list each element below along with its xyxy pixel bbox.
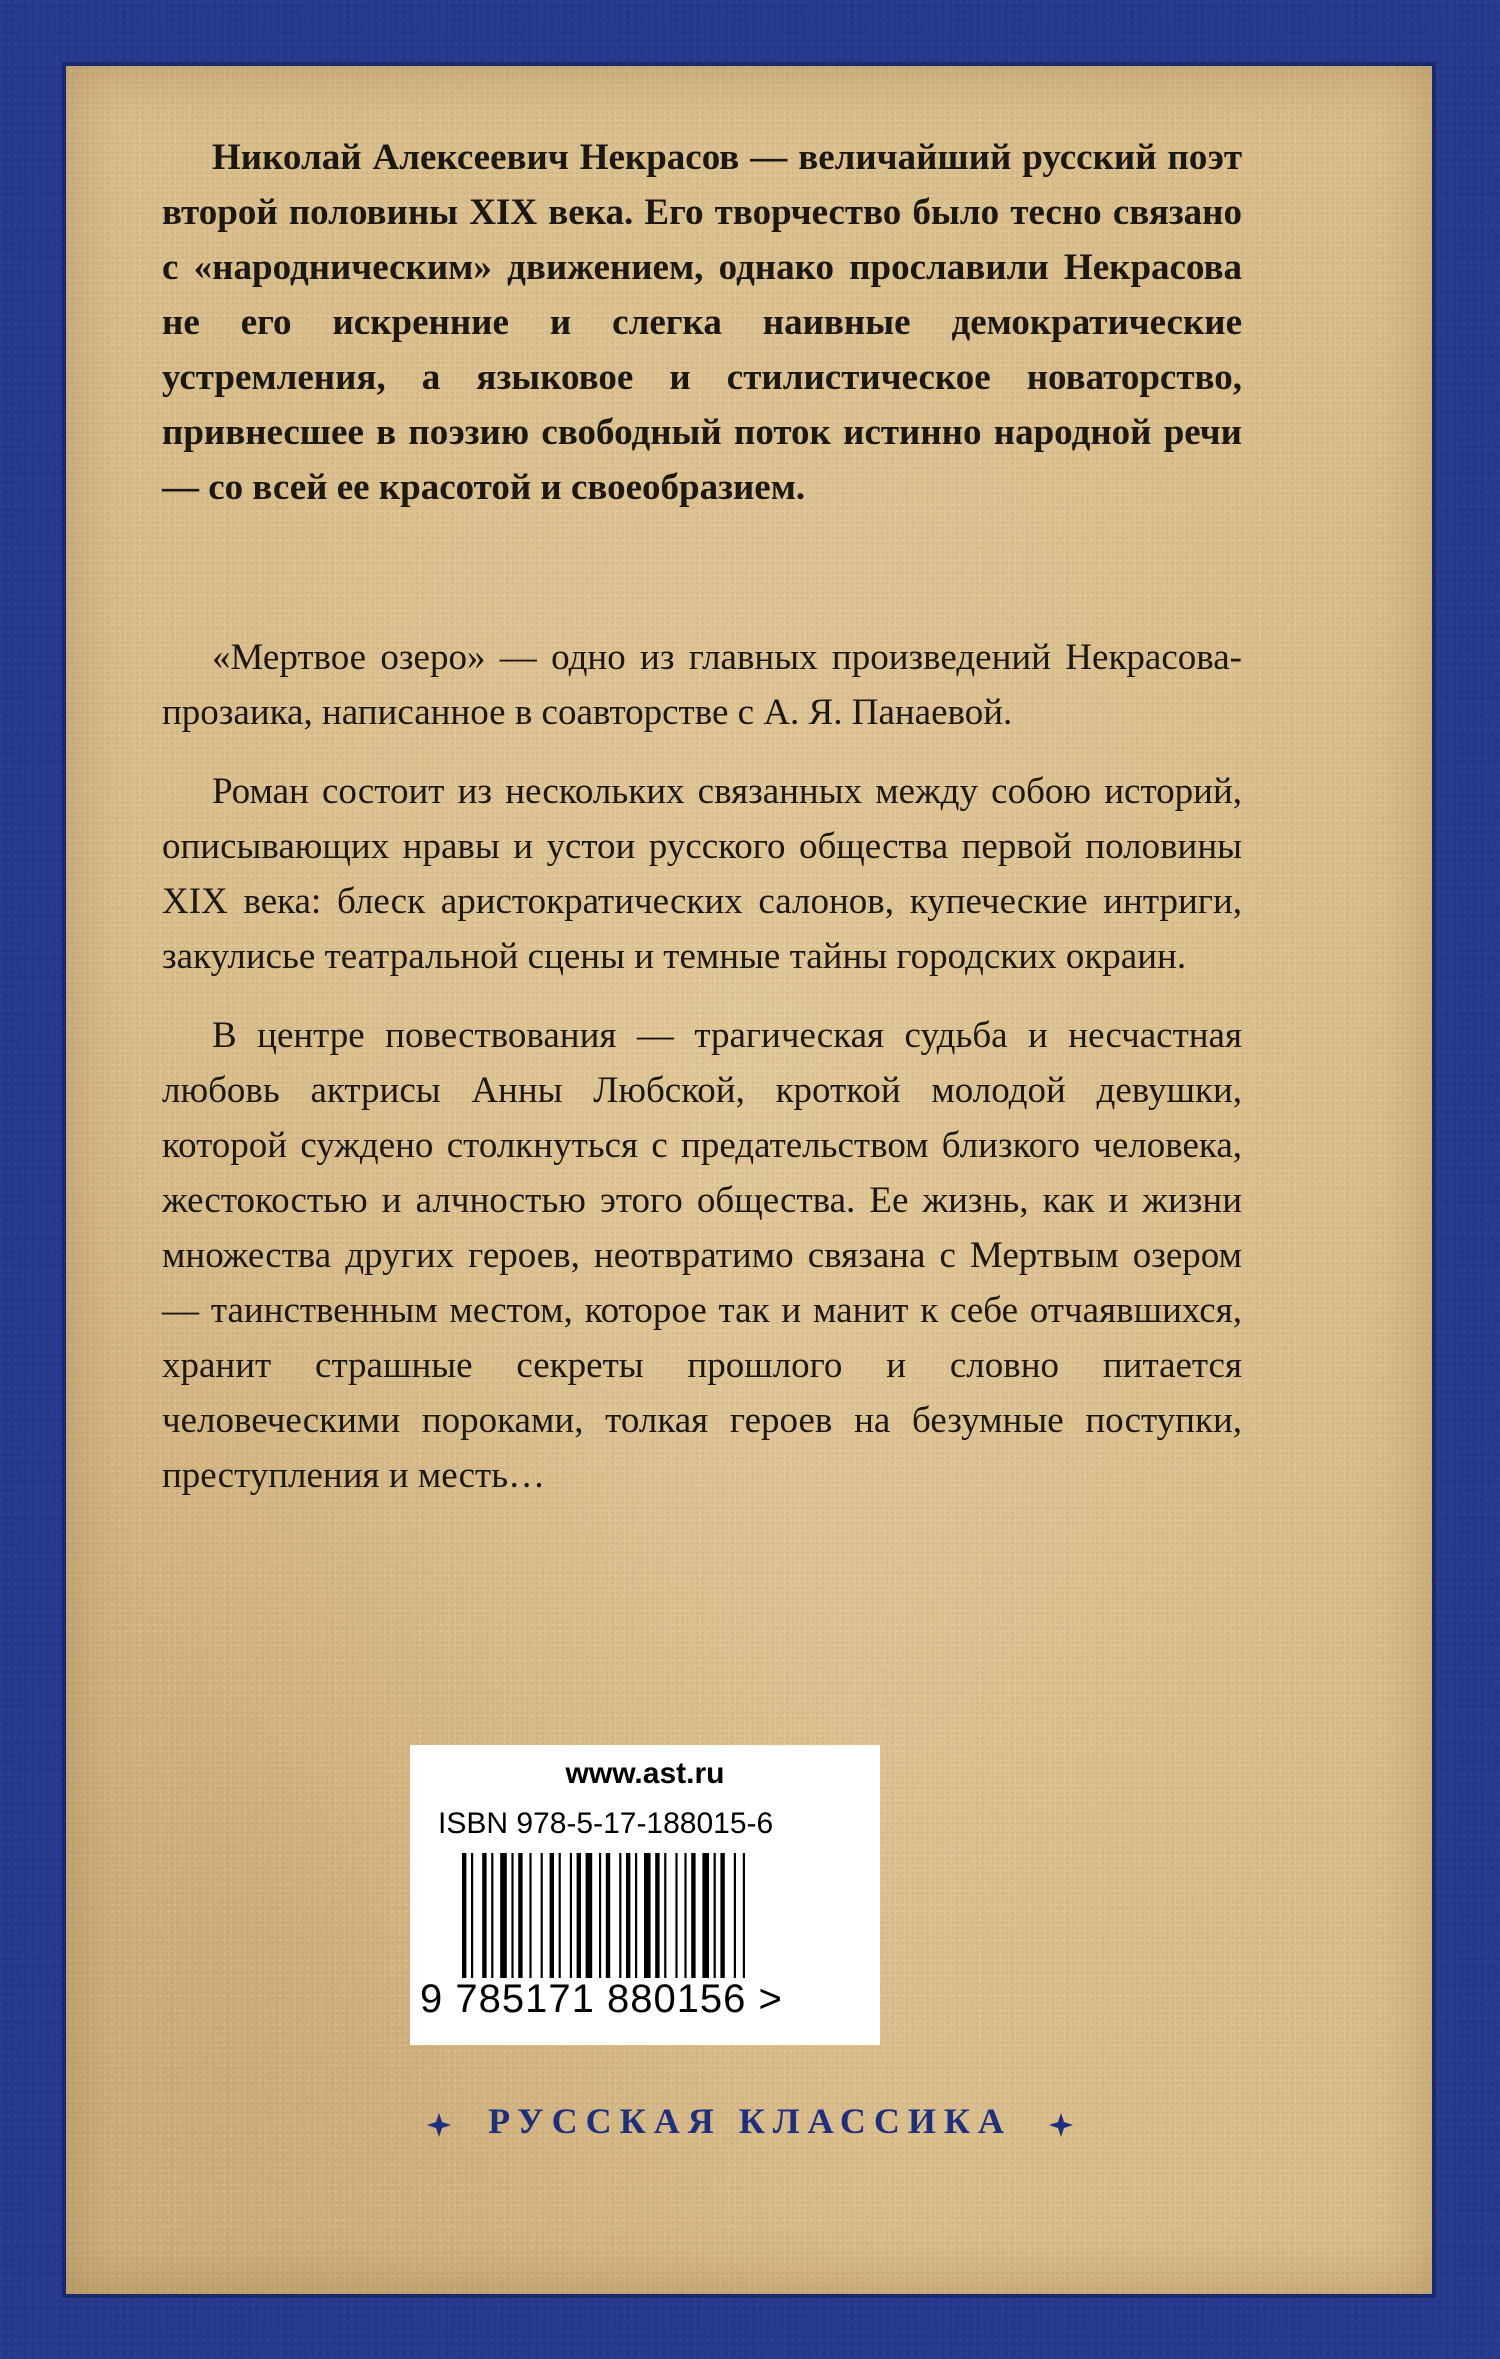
barcode-bar (471, 1853, 473, 1978)
description-paragraph-1: «Мертвое озеро» — одно из главных произведений Некрасова-прозаика, написанное в соавторстве с А. Я. Панаевой. (162, 637, 1242, 733)
barcode-bar (491, 1853, 493, 1978)
barcode-bar (606, 1853, 610, 1978)
barcode-bar (644, 1853, 651, 1978)
barcode-bar (675, 1853, 677, 1978)
barcode-bar (734, 1853, 736, 1978)
series-name: РУССКАЯ КЛАССИКА (488, 2101, 1012, 2141)
barcode-bar (586, 1853, 593, 1978)
barcode-bars (462, 1853, 842, 1978)
floral-ornament-icon (425, 2111, 453, 2139)
barcode-bar (577, 1853, 581, 1978)
barcode-bar (684, 1853, 686, 1978)
barcode-bar (482, 1853, 486, 1978)
intro-paragraph: Николай Алексеевич Некрасов — величайший русский поэт второй половины XIX века. Его творчество было тесно связано с «народническим» движением, однако прославили Некрасова не его искренние и слегка наивные демократические устремления, а языковое и стилистическое новаторство, привнесшее в поэзию свободный поток истинно народной речи — со всей ее красотой и своеобразием. (162, 137, 1242, 508)
barcode-bar (518, 1853, 522, 1978)
barcode-bar (511, 1853, 513, 1978)
barcode-bar (559, 1853, 561, 1978)
barcode-bar (619, 1853, 621, 1978)
barcode-bar (462, 1853, 466, 1978)
series-title-row (0, 2100, 1500, 2142)
intro-text-block (162, 130, 1242, 539)
description-text-block (162, 630, 1242, 1527)
floral-ornament-icon (1047, 2111, 1075, 2139)
barcode-bar (570, 1853, 572, 1978)
barcode-bar (626, 1853, 630, 1978)
isbn-label: ISBN 978-5-17-188015-6 (438, 1807, 774, 1840)
barcode-bar (720, 1853, 724, 1978)
description-paragraph-2: Роман состоит из нескольких связанных между собою историй, описывающих нравы и устои русского общества первой половины XIX века: блеск аристократических салонов, купеческие интриги, закулисье театральной сцены и темные тайны городских окраин. (162, 771, 1242, 977)
barcode-bar (599, 1853, 601, 1978)
barcode-bar (655, 1853, 659, 1978)
barcode-box (410, 1745, 880, 2045)
barcode-digits: 9 785171 880156 > (420, 1977, 783, 2021)
barcode-bar (702, 1853, 709, 1978)
barcode-bar (691, 1853, 695, 1978)
barcode-bar (714, 1853, 716, 1978)
description-paragraph-3: В центре повествования — трагическая судьба и несчастная любовь актрисы Анны Любской, кроткой молодой девушки, которой суждено столкнуться с предательством близкого человека, жестокостью и алчностью этого общества. Ее жизнь, как и жизни множества других героев, неотвратимо связана с Мертвым озером — таинственным местом, которое так и манит к себе отчаявшихся, хранит страшные секреты прошлого и словно питается человеческими пороками, толкая героев на безумные поступки, преступления и месть… (162, 1015, 1242, 1496)
publisher-website: www.ast.ru (565, 1757, 725, 1790)
barcode-bar (664, 1853, 666, 1978)
barcode-bar (635, 1853, 637, 1978)
barcode-bar (550, 1853, 554, 1978)
barcode-bar (541, 1853, 543, 1978)
barcode-bar (743, 1853, 745, 1978)
barcode-bar (529, 1853, 531, 1978)
barcode-bar (500, 1853, 507, 1978)
